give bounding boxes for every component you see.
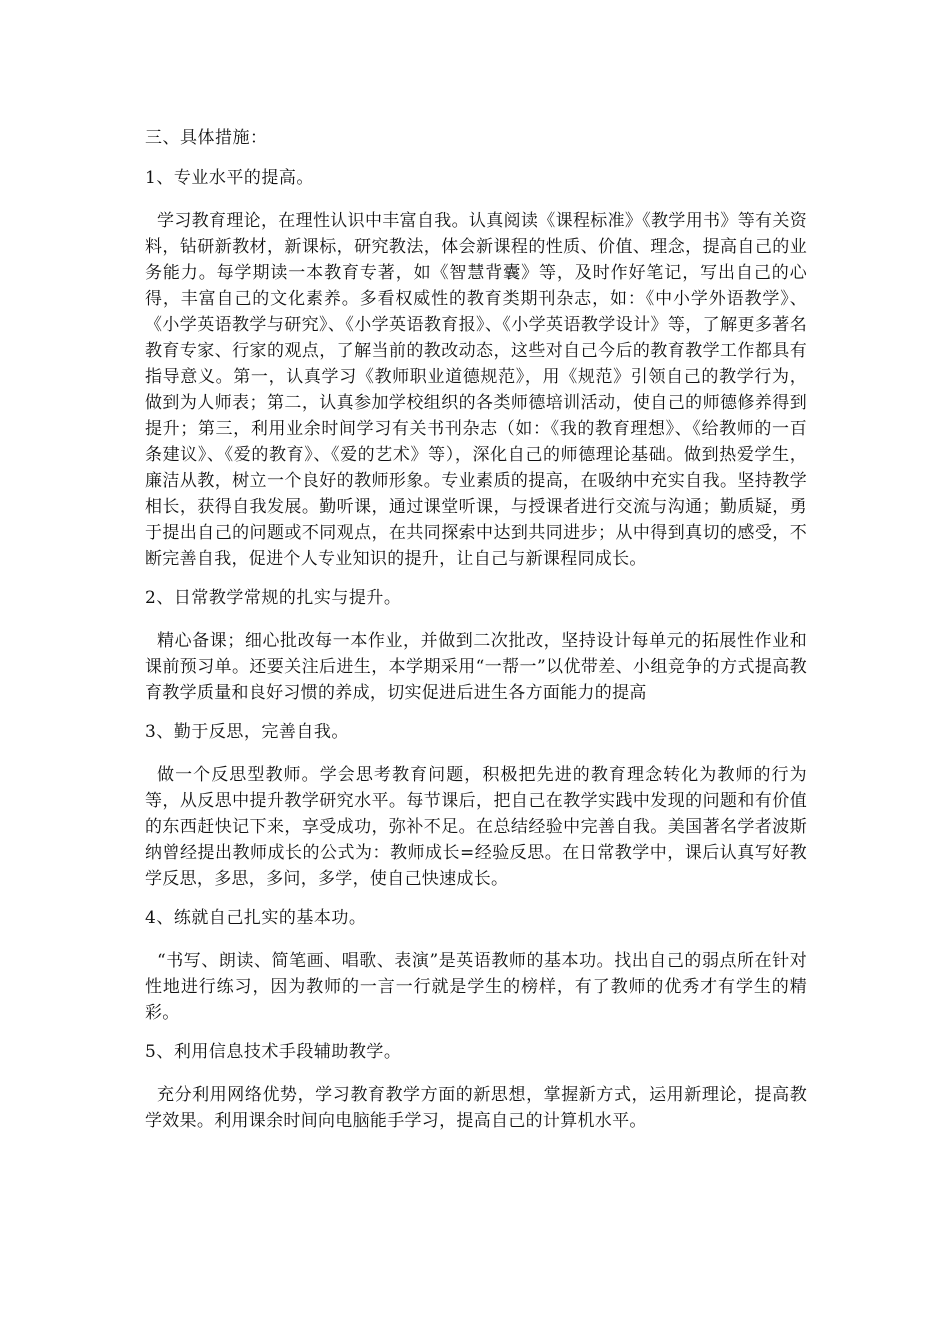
section-title-1: 1、专业水平的提高。 [145, 168, 314, 188]
section-body-5: 充分利用网络优势，学习教育教学方面的新思想，掌握新方式，运用新理论，提高教学效果。利用课余时间向电脑能手学习，提高自己的计算机水平。 [145, 1085, 807, 1131]
document-content [145, 126, 807, 1148]
section-title-4: 4、练就自己扎实的基本功。 [145, 908, 367, 928]
section-body-2: 精心备课；细心批改每一本作业，并做到二次批改，坚持设计每单元的拓展性作业和课前预习单。还要关注后进生，本学期采用“一帮一”以优带差、小组竞争的方式提高教育教学质量和良好习惯的养成，切实促进后进生各方面能力的提高 [145, 631, 807, 703]
section-body-1: 学习教育理论，在理性认识中丰富自我。认真阅读《课程标准》《教学用书》等有关资料，钻研新教材，新课标，研究教法，体会新课程的性质、价值、理念，提高自己的业务能力。每学期读一本教育专著，如《智慧背囊》等，及时作好笔记，写出自己的心得，丰富自己的文化素养。多看权威性的教育类期刊杂志，如：《中小学外语教学》、《小学英语教学与研究》、《小学英语教育报》、《小学英语教学设计》等，了解更多著名教育专家、行家的观点，了解当前的教改动态，这些对自己今后的教育教学工作都具有指导意义。第一，认真学习《教师职业道德规范》，用《规范》引领自己的教学行为，做到为人师表；第二，认真参加学校组织的各类师德培训活动，使自己的师德修养得到提升；第三，利用业余时间学习有关书刊杂志（如：《我的教育理想》、《给教师的一百条建议》、《爱的教育》、《爱的艺术》等），深化自己的师德理论基础。做到热爱学生，廉洁从教，树立一个良好的教师形象。专业素质的提高，在吸纳中充实自我。坚持教学相长，获得自我发展。勤听课，通过课堂听课，与授课者进行交流与沟通；勤质疑，勇于提出自己的问题或不同观点，在共同探索中达到共同进步；从中得到真切的感受，不断完善自我，促进个人专业知识的提升，让自己与新课程同成长。 [145, 211, 807, 569]
section-heading: 三、具体措施： [145, 128, 268, 148]
section-title-2: 2、日常教学常规的扎实与提升。 [145, 588, 402, 608]
section-body-4: “书写、朗读、简笔画、唱歌、表演”是英语教师的基本功。找出自己的弱点所在针对性地进行练习，因为教师的一言一行就是学生的榜样，有了教师的优秀才有学生的精彩。 [145, 951, 807, 1023]
section-body-3: 做一个反思型教师。学会思考教育问题，积极把先进的教育理念转化为教师的行为等，从反思中提升教学研究水平。每节课后，把自己在教学实践中发现的问题和有价值的东西赶快记下来，享受成功，弥补不足。在总结经验中完善自我。美国著名学者波斯纳曾经提出教师成长的公式为：教师成长=经验反思。在日常教学中，课后认真写好教学反思，多思，多问，多学，使自己快速成长。 [145, 765, 807, 889]
section-title-5: 5、利用信息技术手段辅助教学。 [145, 1042, 402, 1062]
section-title-3: 3、勤于反思，完善自我。 [145, 722, 349, 742]
